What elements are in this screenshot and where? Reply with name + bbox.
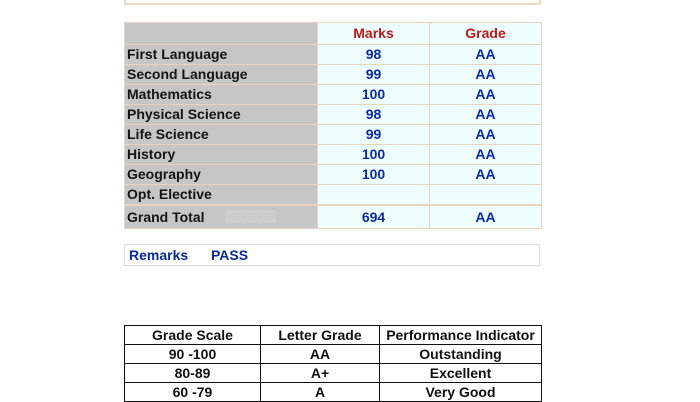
table-row	[125, 145, 542, 165]
subject-marks: 100	[318, 85, 430, 105]
remarks-label: Remarks	[129, 247, 189, 263]
subject-grade: AA	[430, 85, 542, 105]
subject-name: First Language	[125, 45, 318, 65]
remarks-value: PASS	[211, 247, 249, 263]
table-row	[125, 185, 542, 206]
grand-total-label: Grand Total	[127, 208, 205, 225]
subject-name: Physical Science	[125, 105, 318, 125]
letter-grade: A	[261, 383, 380, 402]
performance-indicator: Outstanding	[380, 345, 542, 364]
grade-header: Grade	[430, 23, 542, 45]
letter-grade-header-cell: Letter Grade	[261, 326, 380, 345]
grade-range: 90 -100	[125, 345, 261, 364]
performance-indicator: Excellent	[380, 364, 542, 383]
grade-scale-header	[125, 326, 542, 345]
marks-header: Marks	[318, 23, 430, 45]
table-row	[125, 125, 542, 145]
subject-grade	[430, 185, 542, 206]
subject-name: Opt. Elective	[125, 185, 318, 206]
table-row	[125, 65, 542, 85]
subject-grade: AA	[430, 125, 542, 145]
performance-indicator: Very Good	[380, 383, 542, 402]
subject-marks: 100	[318, 165, 430, 185]
grade-scale-table	[124, 325, 542, 402]
grand-total-label-cell	[125, 205, 318, 229]
grand-total-grade: AA	[430, 205, 542, 229]
watermark-stamp: ▒▒▒▒▒▒	[225, 209, 277, 223]
table-row	[125, 85, 542, 105]
top-border-strip	[124, 0, 541, 5]
table-row	[125, 364, 542, 383]
grade-range: 60 -79	[125, 383, 261, 402]
table-row	[125, 105, 542, 125]
subject-name: Geography	[125, 165, 318, 185]
table-row	[125, 345, 542, 364]
subject-marks: 99	[318, 125, 430, 145]
subject-grade: AA	[430, 105, 542, 125]
letter-grade: A+	[261, 364, 380, 383]
subject-grade: AA	[430, 65, 542, 85]
remarks-box	[124, 244, 540, 266]
performance-indicator-header-cell: Performance Indicator	[380, 326, 542, 345]
subject-grade: AA	[430, 45, 542, 65]
subject-grade: AA	[430, 165, 542, 185]
subject-marks: 99	[318, 65, 430, 85]
subject-grade: AA	[430, 145, 542, 165]
subject-name: Life Science	[125, 125, 318, 145]
subject-marks	[318, 185, 430, 206]
subject-name: Mathematics	[125, 85, 318, 105]
header-blank-cell	[125, 23, 318, 45]
marks-table-header	[125, 23, 542, 45]
subject-marks: 98	[318, 45, 430, 65]
grand-total-marks: 694	[318, 205, 430, 229]
subject-marks: 98	[318, 105, 430, 125]
grade-scale-header-cell: Grade Scale	[125, 326, 261, 345]
letter-grade: AA	[261, 345, 380, 364]
subject-marks: 100	[318, 145, 430, 165]
table-row	[125, 165, 542, 185]
subject-name: History	[125, 145, 318, 165]
grand-total-row	[125, 205, 542, 229]
marks-table	[124, 22, 542, 229]
subject-name: Second Language	[125, 65, 318, 85]
table-row	[125, 45, 542, 65]
table-row	[125, 383, 542, 402]
grade-range: 80-89	[125, 364, 261, 383]
